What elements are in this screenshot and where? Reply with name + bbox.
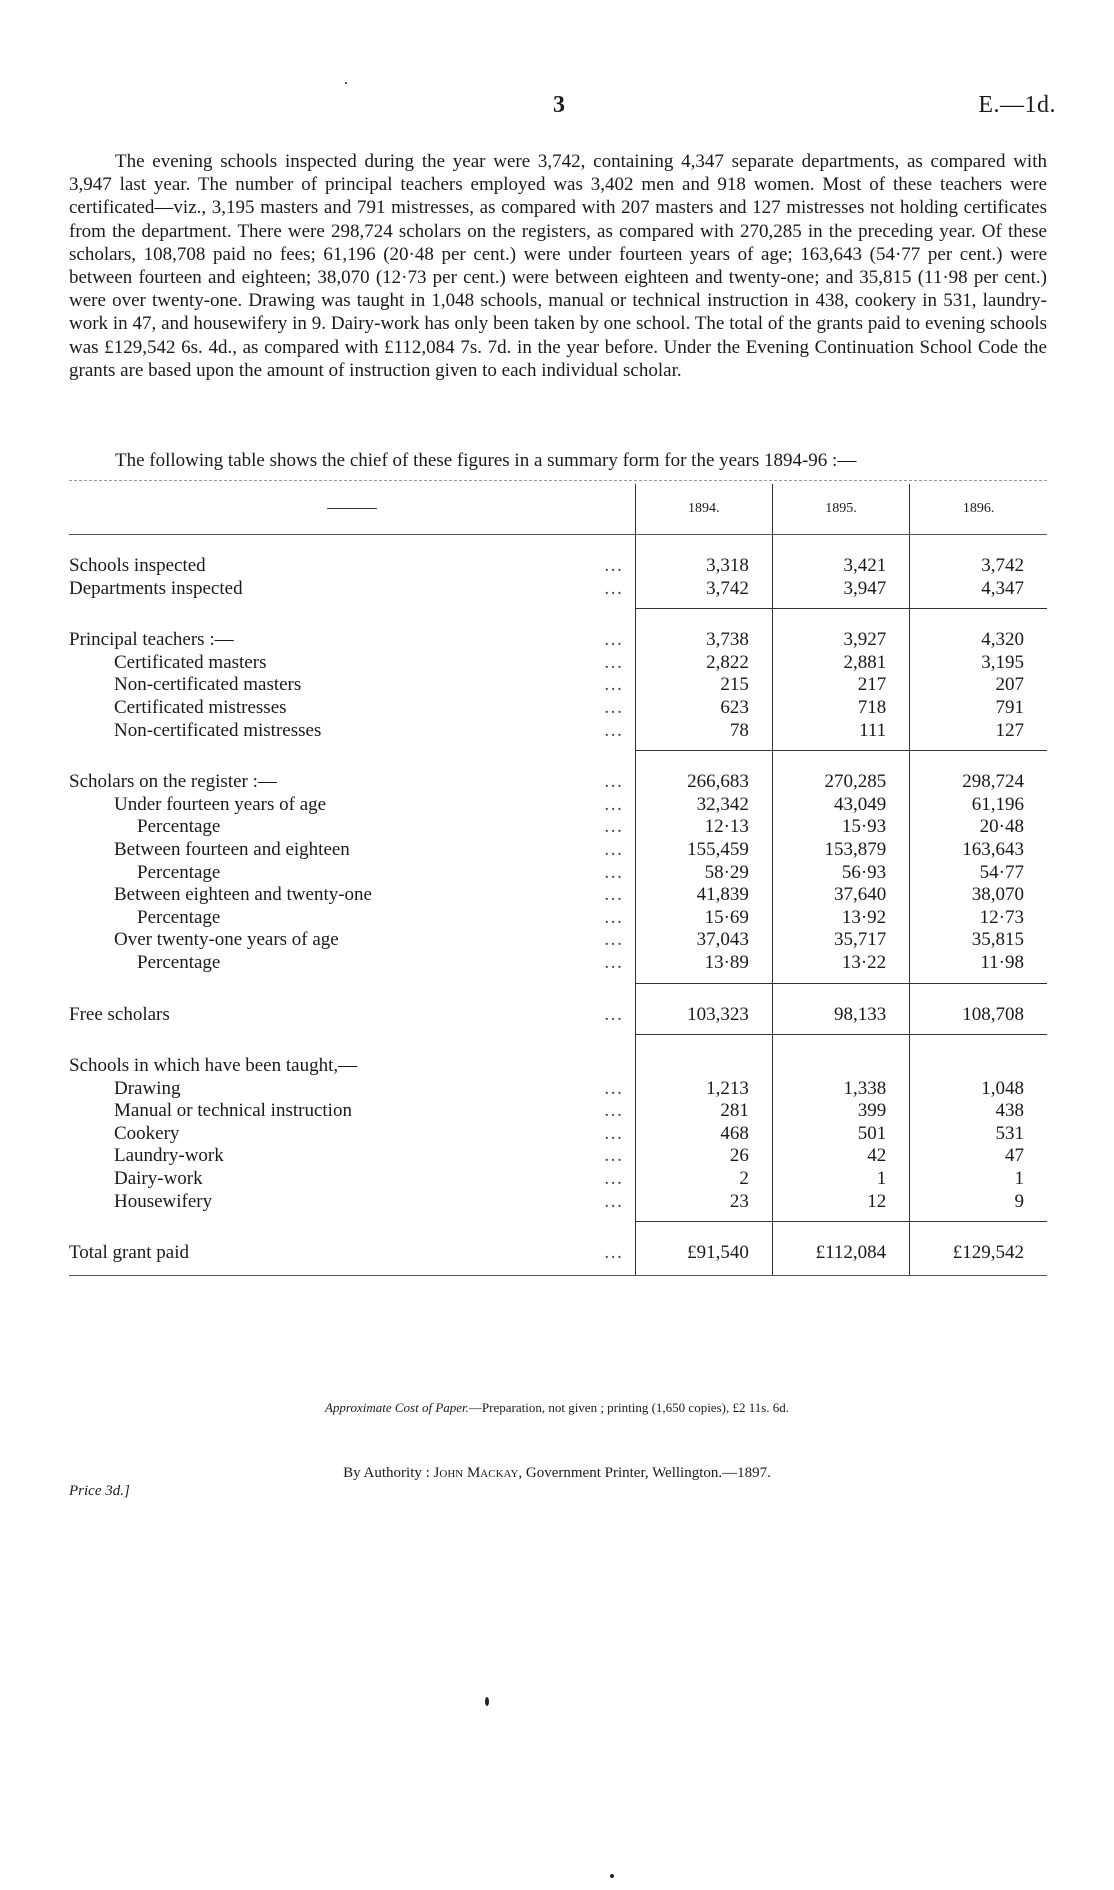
value-cell-1895: 13·92 bbox=[772, 907, 909, 930]
value-cell-1895: 718 bbox=[772, 697, 909, 720]
value-cell-1894: 3,738 bbox=[635, 629, 772, 652]
row-label: Certificated mistresses bbox=[114, 696, 287, 718]
row-label-wrap bbox=[137, 816, 635, 839]
row-label-wrap bbox=[69, 555, 635, 578]
table-row bbox=[69, 1168, 1047, 1191]
leader-dots: … bbox=[603, 555, 623, 576]
value-cell-1895: 12 bbox=[772, 1191, 909, 1214]
group-spacer bbox=[69, 535, 1047, 556]
leader-dots: … bbox=[603, 1168, 623, 1190]
row-label-wrap bbox=[114, 1078, 635, 1101]
group-spacer bbox=[69, 983, 1047, 1004]
value-cell-1895: 1,338 bbox=[772, 1078, 909, 1101]
value-cell-1896: 1,048 bbox=[910, 1078, 1047, 1101]
row-label: Non-certificated masters bbox=[114, 674, 302, 696]
table-row bbox=[69, 652, 1047, 675]
ink-speck bbox=[345, 82, 347, 84]
row-label-wrap bbox=[114, 720, 635, 743]
value-cell-1894: 155,459 bbox=[635, 839, 772, 862]
row-label: Principal teachers :— bbox=[69, 629, 234, 651]
value-cell-1894: 41,839 bbox=[635, 884, 772, 907]
row-label-cell bbox=[69, 1004, 635, 1027]
value-cell-1896: 54·77 bbox=[910, 862, 1047, 885]
row-label-wrap bbox=[69, 1004, 635, 1027]
row-label-cell bbox=[69, 907, 635, 930]
empty-cell bbox=[910, 1055, 1047, 1078]
value-cell-1894: 103,323 bbox=[635, 1004, 772, 1027]
printer-name: John Mackay, bbox=[433, 1465, 523, 1481]
value-cell-1895: 37,640 bbox=[772, 884, 909, 907]
leader-dots: … bbox=[603, 1242, 623, 1264]
value-cell-1894: 215 bbox=[635, 674, 772, 697]
rule-cell bbox=[69, 975, 635, 984]
leader-dots: … bbox=[603, 1077, 623, 1099]
rule-cell bbox=[69, 1213, 635, 1222]
leader-dots: … bbox=[603, 696, 623, 718]
header-dash bbox=[327, 508, 377, 509]
table-row bbox=[69, 720, 1047, 743]
table-row bbox=[69, 1100, 1047, 1123]
rule-cell bbox=[910, 742, 1047, 751]
value-cell-1896: 298,724 bbox=[910, 771, 1047, 794]
cost-text: —Preparation, not given ; printing (1,650 copies), £2 11s. 6d. bbox=[468, 1400, 790, 1415]
row-label-cell bbox=[69, 1242, 635, 1265]
leader-dots: … bbox=[603, 629, 623, 651]
rule-cell bbox=[772, 742, 909, 751]
leader-dots: … bbox=[603, 838, 623, 860]
value-cell-1894: 12·13 bbox=[635, 816, 772, 839]
rule-cell bbox=[69, 1265, 635, 1276]
table-row bbox=[69, 929, 1047, 952]
spacer-cell bbox=[69, 609, 635, 630]
row-label-wrap bbox=[137, 952, 635, 975]
value-cell-1896: 4,347 bbox=[910, 578, 1047, 601]
group-rule bbox=[69, 1026, 1047, 1035]
rule-cell bbox=[910, 1265, 1047, 1276]
authority-suffix: Government Printer, Wellington.—1897. bbox=[525, 1465, 771, 1481]
rule-cell bbox=[635, 975, 772, 984]
value-cell-1894: 23 bbox=[635, 1191, 772, 1214]
value-cell-1896: 9 bbox=[910, 1191, 1047, 1214]
spacer-cell bbox=[910, 983, 1047, 1004]
value-cell-1895: 217 bbox=[772, 674, 909, 697]
rule-cell bbox=[910, 1026, 1047, 1035]
price-note: Price 3d.] bbox=[69, 1483, 130, 1499]
rule-cell bbox=[772, 1213, 909, 1222]
spacer-cell bbox=[910, 751, 1047, 772]
group-spacer bbox=[69, 1222, 1047, 1243]
empty-cell bbox=[635, 1055, 772, 1078]
table-row bbox=[69, 1145, 1047, 1168]
row-label: Percentage bbox=[137, 816, 221, 838]
value-cell-1895: 15·93 bbox=[772, 816, 909, 839]
row-label-cell bbox=[69, 952, 635, 975]
spacer-cell bbox=[69, 535, 635, 556]
value-cell-1895: 3,927 bbox=[772, 629, 909, 652]
label-column-header bbox=[69, 484, 635, 535]
row-label: Departments inspected bbox=[69, 577, 243, 599]
value-cell-1895: 270,285 bbox=[772, 771, 909, 794]
row-label-wrap bbox=[114, 674, 635, 697]
rule-cell bbox=[635, 600, 772, 609]
spacer-cell bbox=[635, 1222, 772, 1243]
leader-dots: … bbox=[603, 1122, 623, 1144]
rule-cell bbox=[772, 1026, 909, 1035]
value-cell-1894: 78 bbox=[635, 720, 772, 743]
spacer-cell bbox=[69, 751, 635, 772]
table-row bbox=[69, 1242, 1047, 1265]
table-row bbox=[69, 697, 1047, 720]
value-cell-1894: 266,683 bbox=[635, 771, 772, 794]
row-label-cell bbox=[69, 578, 635, 601]
rule-cell bbox=[635, 1213, 772, 1222]
row-label-wrap bbox=[137, 907, 635, 930]
value-cell-1894: 3,742 bbox=[635, 578, 772, 601]
rule-cell bbox=[772, 1265, 909, 1276]
group-rule bbox=[69, 742, 1047, 751]
row-label-cell bbox=[69, 794, 635, 817]
table-row bbox=[69, 771, 1047, 794]
cost-label: Approximate Cost of Paper. bbox=[324, 1400, 469, 1415]
row-label: Percentage bbox=[137, 951, 221, 973]
value-cell-1895: 3,421 bbox=[772, 555, 909, 578]
body-paragraph-block bbox=[69, 150, 1047, 382]
row-label: Scholars on the register :— bbox=[69, 771, 277, 793]
spacer-cell bbox=[69, 1222, 635, 1243]
value-cell-1894: 32,342 bbox=[635, 794, 772, 817]
value-cell-1896: 47 bbox=[910, 1145, 1047, 1168]
table-row bbox=[69, 952, 1047, 975]
value-cell-1896: 438 bbox=[910, 1100, 1047, 1123]
row-label-wrap bbox=[114, 1191, 635, 1214]
value-cell-1896: 38,070 bbox=[910, 884, 1047, 907]
row-label: Drawing bbox=[114, 1077, 181, 1099]
spacer-cell bbox=[635, 983, 772, 1004]
row-label-wrap bbox=[69, 1242, 635, 1265]
row-label: Over twenty-one years of age bbox=[114, 929, 339, 951]
row-label-cell bbox=[69, 697, 635, 720]
rule-cell bbox=[910, 1213, 1047, 1222]
row-label-cell bbox=[69, 1145, 635, 1168]
value-cell-1895: 501 bbox=[772, 1123, 909, 1146]
spacer-cell bbox=[910, 535, 1047, 556]
value-cell-1894: 2,822 bbox=[635, 652, 772, 675]
value-cell-1895: 2,881 bbox=[772, 652, 909, 675]
value-cell-1895: 3,947 bbox=[772, 578, 909, 601]
value-cell-1894: 623 bbox=[635, 697, 772, 720]
group-heading-row bbox=[69, 1055, 1047, 1078]
column-header-1894: 1894. bbox=[635, 484, 772, 535]
table-row bbox=[69, 1004, 1047, 1027]
value-cell-1894: 37,043 bbox=[635, 929, 772, 952]
value-cell-1896: 12·73 bbox=[910, 907, 1047, 930]
row-label-wrap bbox=[114, 1145, 635, 1168]
value-cell-1894: 26 bbox=[635, 1145, 772, 1168]
leader-dots: … bbox=[603, 861, 623, 883]
row-label-cell bbox=[69, 555, 635, 578]
row-label-cell bbox=[69, 1191, 635, 1214]
rule-cell bbox=[69, 1026, 635, 1035]
leader-dots: … bbox=[603, 1190, 623, 1212]
value-cell-1896: 163,643 bbox=[910, 839, 1047, 862]
ink-speck bbox=[485, 1697, 489, 1706]
row-label: Free scholars bbox=[69, 1003, 170, 1025]
leader-dots: … bbox=[603, 793, 623, 815]
group-spacer bbox=[69, 609, 1047, 630]
row-label-wrap bbox=[137, 862, 635, 885]
rule-cell bbox=[635, 1265, 772, 1276]
row-label-cell bbox=[69, 720, 635, 743]
row-label: Schools inspected bbox=[69, 555, 206, 576]
value-cell-1896: 791 bbox=[910, 697, 1047, 720]
value-cell-1895: 43,049 bbox=[772, 794, 909, 817]
rule-cell bbox=[635, 742, 772, 751]
value-cell-1896: £129,542 bbox=[910, 1242, 1047, 1265]
row-label-wrap bbox=[69, 578, 635, 601]
table-row bbox=[69, 794, 1047, 817]
spacer-cell bbox=[772, 983, 909, 1004]
row-label-cell bbox=[69, 862, 635, 885]
row-label-wrap bbox=[114, 1123, 635, 1146]
statistics-table bbox=[69, 484, 1047, 1276]
value-cell-1895: 35,717 bbox=[772, 929, 909, 952]
row-label-cell bbox=[69, 1123, 635, 1146]
authority-line bbox=[0, 1465, 1114, 1482]
leader-dots: … bbox=[603, 1145, 623, 1167]
row-label-cell bbox=[69, 816, 635, 839]
row-label-wrap bbox=[69, 629, 635, 652]
table-row bbox=[69, 884, 1047, 907]
value-cell-1894: 2 bbox=[635, 1168, 772, 1191]
leader-dots: … bbox=[603, 906, 623, 928]
value-cell-1894: 15·69 bbox=[635, 907, 772, 930]
row-label: Under fourteen years of age bbox=[114, 793, 327, 815]
spacer-cell bbox=[910, 609, 1047, 630]
spacer-cell bbox=[635, 609, 772, 630]
spacer-cell bbox=[635, 1035, 772, 1056]
value-cell-1894: 468 bbox=[635, 1123, 772, 1146]
group-rule bbox=[69, 600, 1047, 609]
row-label-cell bbox=[69, 1168, 635, 1191]
table-row bbox=[69, 674, 1047, 697]
row-label-cell bbox=[69, 839, 635, 862]
row-label: Dairy-work bbox=[114, 1168, 203, 1190]
leader-dots: … bbox=[603, 929, 623, 951]
spacer-cell bbox=[69, 1035, 635, 1056]
row-label-cell bbox=[69, 929, 635, 952]
column-header-1896: 1896. bbox=[910, 484, 1047, 535]
row-label-wrap bbox=[114, 1100, 635, 1123]
leader-dots: … bbox=[603, 1003, 623, 1025]
value-cell-1896: 207 bbox=[910, 674, 1047, 697]
row-label: Laundry-work bbox=[114, 1145, 224, 1167]
row-label: Percentage bbox=[137, 861, 221, 883]
cost-of-paper-note bbox=[0, 1400, 1114, 1416]
page-code: E.—1d. bbox=[978, 92, 1056, 118]
value-cell-1895: £112,084 bbox=[772, 1242, 909, 1265]
row-label-wrap bbox=[114, 697, 635, 720]
row-label-cell bbox=[69, 884, 635, 907]
value-cell-1894: £91,540 bbox=[635, 1242, 772, 1265]
leader-dots: … bbox=[603, 816, 623, 838]
row-label: Non-certificated mistresses bbox=[114, 719, 322, 741]
table-row bbox=[69, 1123, 1047, 1146]
table-header-row bbox=[69, 484, 1047, 535]
row-label: Total grant paid bbox=[69, 1242, 190, 1264]
row-label-cell bbox=[69, 629, 635, 652]
column-header-1895: 1895. bbox=[772, 484, 909, 535]
value-cell-1894: 3,318 bbox=[635, 555, 772, 578]
spacer-cell bbox=[910, 1035, 1047, 1056]
row-label: Cookery bbox=[114, 1122, 180, 1144]
value-cell-1895: 111 bbox=[772, 720, 909, 743]
row-label-wrap bbox=[114, 1168, 635, 1191]
table-row bbox=[69, 629, 1047, 652]
row-label-wrap bbox=[114, 839, 635, 862]
value-cell-1896: 127 bbox=[910, 720, 1047, 743]
rule-cell bbox=[772, 600, 909, 609]
value-cell-1896: 35,815 bbox=[910, 929, 1047, 952]
spacer-cell bbox=[635, 535, 772, 556]
row-label-cell bbox=[69, 1078, 635, 1101]
row-label-cell bbox=[69, 674, 635, 697]
leader-dots: … bbox=[603, 577, 623, 599]
group-rule bbox=[69, 1265, 1047, 1276]
spacer-cell bbox=[69, 983, 635, 1004]
group-spacer bbox=[69, 1035, 1047, 1056]
value-cell-1894: 1,213 bbox=[635, 1078, 772, 1101]
value-cell-1896: 11·98 bbox=[910, 952, 1047, 975]
value-cell-1894: 58·29 bbox=[635, 862, 772, 885]
value-cell-1895: 98,133 bbox=[772, 1004, 909, 1027]
group-rule bbox=[69, 975, 1047, 984]
value-cell-1896: 531 bbox=[910, 1123, 1047, 1146]
spacer-cell bbox=[772, 1035, 909, 1056]
value-cell-1896: 3,742 bbox=[910, 555, 1047, 578]
row-label-wrap bbox=[114, 884, 635, 907]
value-cell-1896: 20·48 bbox=[910, 816, 1047, 839]
table-top-rule bbox=[69, 480, 1047, 481]
table-row bbox=[69, 555, 1047, 578]
value-cell-1896: 1 bbox=[910, 1168, 1047, 1191]
group-heading: Schools in which have been taught,— bbox=[69, 1055, 358, 1077]
value-cell-1896: 3,195 bbox=[910, 652, 1047, 675]
row-label-wrap bbox=[114, 652, 635, 675]
row-label-wrap bbox=[114, 794, 635, 817]
value-cell-1896: 4,320 bbox=[910, 629, 1047, 652]
leader-dots: … bbox=[603, 884, 623, 906]
spacer-cell bbox=[910, 1222, 1047, 1243]
row-label: Percentage bbox=[137, 906, 221, 928]
leader-dots: … bbox=[603, 771, 623, 793]
rule-cell bbox=[69, 742, 635, 751]
authority-prefix: By Authority : bbox=[343, 1465, 430, 1481]
value-cell-1895: 399 bbox=[772, 1100, 909, 1123]
table-row bbox=[69, 907, 1047, 930]
value-cell-1895: 42 bbox=[772, 1145, 909, 1168]
leader-dots: … bbox=[603, 674, 623, 696]
leader-dots: … bbox=[603, 1100, 623, 1122]
value-cell-1895: 13·22 bbox=[772, 952, 909, 975]
empty-cell bbox=[772, 1055, 909, 1078]
row-label-cell bbox=[69, 771, 635, 794]
ink-speck bbox=[610, 1874, 614, 1878]
value-cell-1894: 13·89 bbox=[635, 952, 772, 975]
table-body bbox=[69, 535, 1047, 1276]
leader-dots: … bbox=[603, 951, 623, 973]
value-cell-1895: 56·93 bbox=[772, 862, 909, 885]
table-row bbox=[69, 839, 1047, 862]
value-cell-1896: 61,196 bbox=[910, 794, 1047, 817]
row-label: Between eighteen and twenty-one bbox=[114, 884, 372, 906]
row-label: Housewifery bbox=[114, 1190, 213, 1212]
rule-cell bbox=[772, 975, 909, 984]
table-row bbox=[69, 578, 1047, 601]
group-spacer bbox=[69, 751, 1047, 772]
row-label: Certificated masters bbox=[114, 651, 267, 673]
row-label-wrap bbox=[114, 929, 635, 952]
spacer-cell bbox=[772, 751, 909, 772]
page-number: 3 bbox=[553, 92, 565, 118]
body-paragraph: The evening schools inspected during the year were 3,742, containing 4,347 separate departments, as compared with 3,947 last year. The number of principal teachers employed was 3,402 men and 918 women. Most of these teachers were certificated—viz., 3,195 masters and 791 mistresses, as compared with 207 masters and 127 mistresses not holding certificates from the department. There were 298,724 scholars on the registers, as compared with 270,285 in the preceding year. Of these scholars, 108,708 paid no fees; 61,196 (20·48 per cent.) were under fourteen years of age; 163,643 (54·77 per cent.) were between fourteen and eighteen; 38,070 (12·73 per cent.) were between eighteen and twenty-one; and 35,815 (11·98 per cent.) were over twenty-one. Drawing was taught in 1,048 schools, manual or technical instruction in 438, cookery in 531, laundry-work in 47, and housewifery in 9. Dairy-work has only been taken by one school. The total of the grants paid to evening schools was £129,542 6s. 4d., as compared with £112,084 7s. 7d. in the year before. Under the Evening Continuation School Code the grants are based upon the amount of instruction given to each individual scholar. bbox=[69, 151, 1047, 381]
table-row bbox=[69, 862, 1047, 885]
rule-cell bbox=[69, 600, 635, 609]
rule-cell bbox=[910, 600, 1047, 609]
value-cell-1895: 1 bbox=[772, 1168, 909, 1191]
table-row bbox=[69, 1078, 1047, 1101]
group-rule bbox=[69, 1213, 1047, 1222]
spacer-cell bbox=[772, 609, 909, 630]
spacer-cell bbox=[772, 1222, 909, 1243]
value-cell-1894: 281 bbox=[635, 1100, 772, 1123]
leader-dots: … bbox=[603, 719, 623, 741]
rule-cell bbox=[635, 1026, 772, 1035]
value-cell-1895: 153,879 bbox=[772, 839, 909, 862]
row-label-wrap bbox=[69, 771, 635, 794]
row-label: Between fourteen and eighteen bbox=[114, 838, 350, 860]
table-intro: The following table shows the chief of these figures in a summary form for the years 1894-96 :— bbox=[115, 450, 857, 471]
rule-cell bbox=[910, 975, 1047, 984]
row-label-cell bbox=[69, 1100, 635, 1123]
table-row bbox=[69, 1191, 1047, 1214]
spacer-cell bbox=[635, 751, 772, 772]
value-cell-1896: 108,708 bbox=[910, 1004, 1047, 1027]
leader-dots: … bbox=[603, 651, 623, 673]
table-row bbox=[69, 816, 1047, 839]
row-label: Manual or technical instruction bbox=[114, 1100, 352, 1122]
spacer-cell bbox=[772, 535, 909, 556]
row-label-cell bbox=[69, 652, 635, 675]
